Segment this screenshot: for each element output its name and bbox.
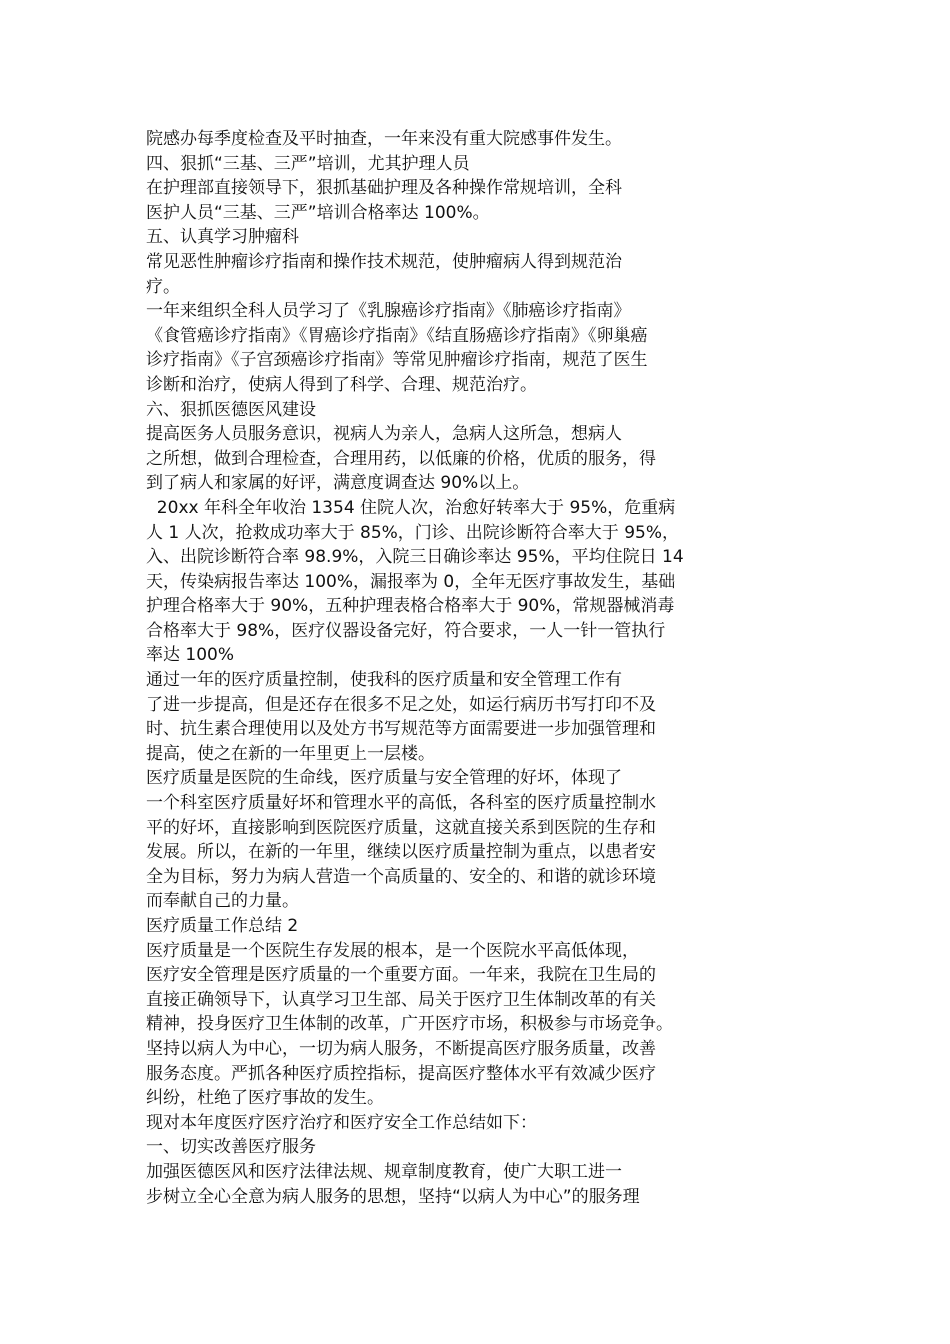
text-line: 提高，使之在新的一年里更上一层楼。 — [146, 743, 435, 764]
text-line: 精神，投身医疗卫生体制的改革，广开医疗市场，积极参与市场竞争。 — [146, 1014, 673, 1035]
text-line: 发展。所以，在新的一年里，继续以医疗质量控制为重点，以患者安 — [146, 842, 656, 863]
section-heading: 六、狠抓医德医风建设 — [146, 399, 316, 420]
text-line: 一年来组织全科人员学习了《乳腺癌诊疗指南》《肺癌诊疗指南》 — [146, 301, 631, 322]
text-line: 疗。 — [146, 276, 180, 297]
document-subtitle: 医疗质量工作总结 2 — [146, 916, 299, 936]
document-body — [146, 127, 736, 1209]
text-line: 之所想，做到合理检查，合理用药，以低廉的价格，优质的服务，得 — [146, 448, 656, 469]
text-line: 医疗质量是一个医院生存发展的根本，是一个医院水平高低体现， — [146, 940, 639, 961]
text-line: 通过一年的医疗质量控制，使我科的医疗质量和安全管理工作有 — [146, 670, 622, 691]
text-line: 纠纷，杜绝了医疗事故的发生。 — [146, 1088, 384, 1109]
text-line: 提高医务人员服务意识，视病人为亲人，急病人这所急，想病人 — [146, 424, 622, 445]
text-line: 诊疗指南》《子宫颈癌诊疗指南》等常见肿瘤诊疗指南，规范了医生 — [146, 350, 648, 371]
text-line: 医疗质量是医院的生命线，医疗质量与安全管理的好坏，体现了 — [146, 768, 622, 789]
text-line: 坚持以病人为中心，一切为病人服务，不断提高医疗服务质量，改善 — [146, 1038, 656, 1059]
section-heading: 一、切实改善医疗服务 — [146, 1137, 316, 1158]
text-line: 平的好坏，直接影响到医院医疗质量，这就直接关系到医院的生存和 — [146, 817, 656, 838]
text-line: 天，传染病报告率达 100%，漏报率为 0，全年无医疗事故发生，基础 — [146, 571, 676, 592]
text-line: 率达 100% — [146, 645, 235, 666]
text-line: 入、出院诊断符合率 98.9%，入院三日确诊率达 95%，平均住院日 14 — [146, 547, 684, 568]
text-line: 步树立全心全意为病人服务的思想，坚持“以病人为中心”的服务理 — [146, 1186, 640, 1207]
text-line: 《食管癌诊疗指南》《胃癌诊疗指南》《结直肠癌诊疗指南》《卵巢癌 — [146, 325, 648, 346]
text-line: 在护理部直接领导下，狠抓基础护理及各种操作常规培训，全科 — [146, 178, 622, 199]
text-line: 护理合格率大于 90%，五种护理表格合格率大于 90%，常规器械消毒 — [146, 596, 675, 617]
text-line: 合格率大于 98%，医疗仪器设备完好，符合要求，一人一针一管执行 — [146, 620, 666, 641]
text-line: 一个科室医疗质量好坏和管理水平的高低，各科室的医疗质量控制水 — [146, 793, 656, 814]
section-heading: 五、认真学习肿瘤科 — [146, 227, 299, 248]
text-line: 了进一步提高，但是还存在很多不足之处，如运行病历书写打印不及 — [146, 694, 656, 715]
text-line: 人 1 人次，抢救成功率大于 85%，门诊、出院诊断符合率大于 95%， — [146, 522, 680, 543]
text-line: 加强医德医风和医疗法律法规、规章制度教育，使广大职工进一 — [146, 1161, 622, 1182]
section-heading: 四、狠抓“三基、三严”培训，尤其护理人员 — [146, 153, 470, 174]
text-line: 医护人员“三基、三严”培训合格率达 100%。 — [146, 202, 490, 223]
text-line: 到了病人和家属的好评，满意度调查达 90%以上。 — [146, 473, 530, 494]
text-line: 时、抗生素合理使用以及处方书写规范等方面需要进一步加强管理和 — [146, 719, 656, 740]
text-line: 院感办每季度检查及平时抽查，一年来没有重大院感事件发生。 — [146, 129, 622, 149]
text-line: 全为目标，努力为病人营造一个高质量的、安全的、和谐的就诊环境 — [146, 866, 656, 887]
text-line: 常见恶性肿瘤诊疗指南和操作技术规范，使肿瘤病人得到规范治 — [146, 251, 622, 272]
text-line: 直接正确领导下，认真学习卫生部、局关于医疗卫生体制改革的有关 — [146, 989, 656, 1010]
text-line: 服务态度。严抓各种医疗质控指标，提高医疗整体水平有效减少医疗 — [146, 1063, 656, 1084]
text-line: 现对本年度医疗医疗治疗和医疗安全工作总结如下： — [146, 1112, 537, 1133]
text-line: 而奉献自己的力量。 — [146, 891, 299, 912]
text-line: 20xx 年科全年收治 1354 住院人次，治愈好转率大于 95%，危重病 — [146, 497, 676, 518]
text-line: 诊断和治疗，使病人得到了科学、合理、规范治疗。 — [146, 374, 537, 395]
text-line: 医疗安全管理是医疗质量的一个重要方面。一年来，我院在卫生局的 — [146, 965, 656, 986]
